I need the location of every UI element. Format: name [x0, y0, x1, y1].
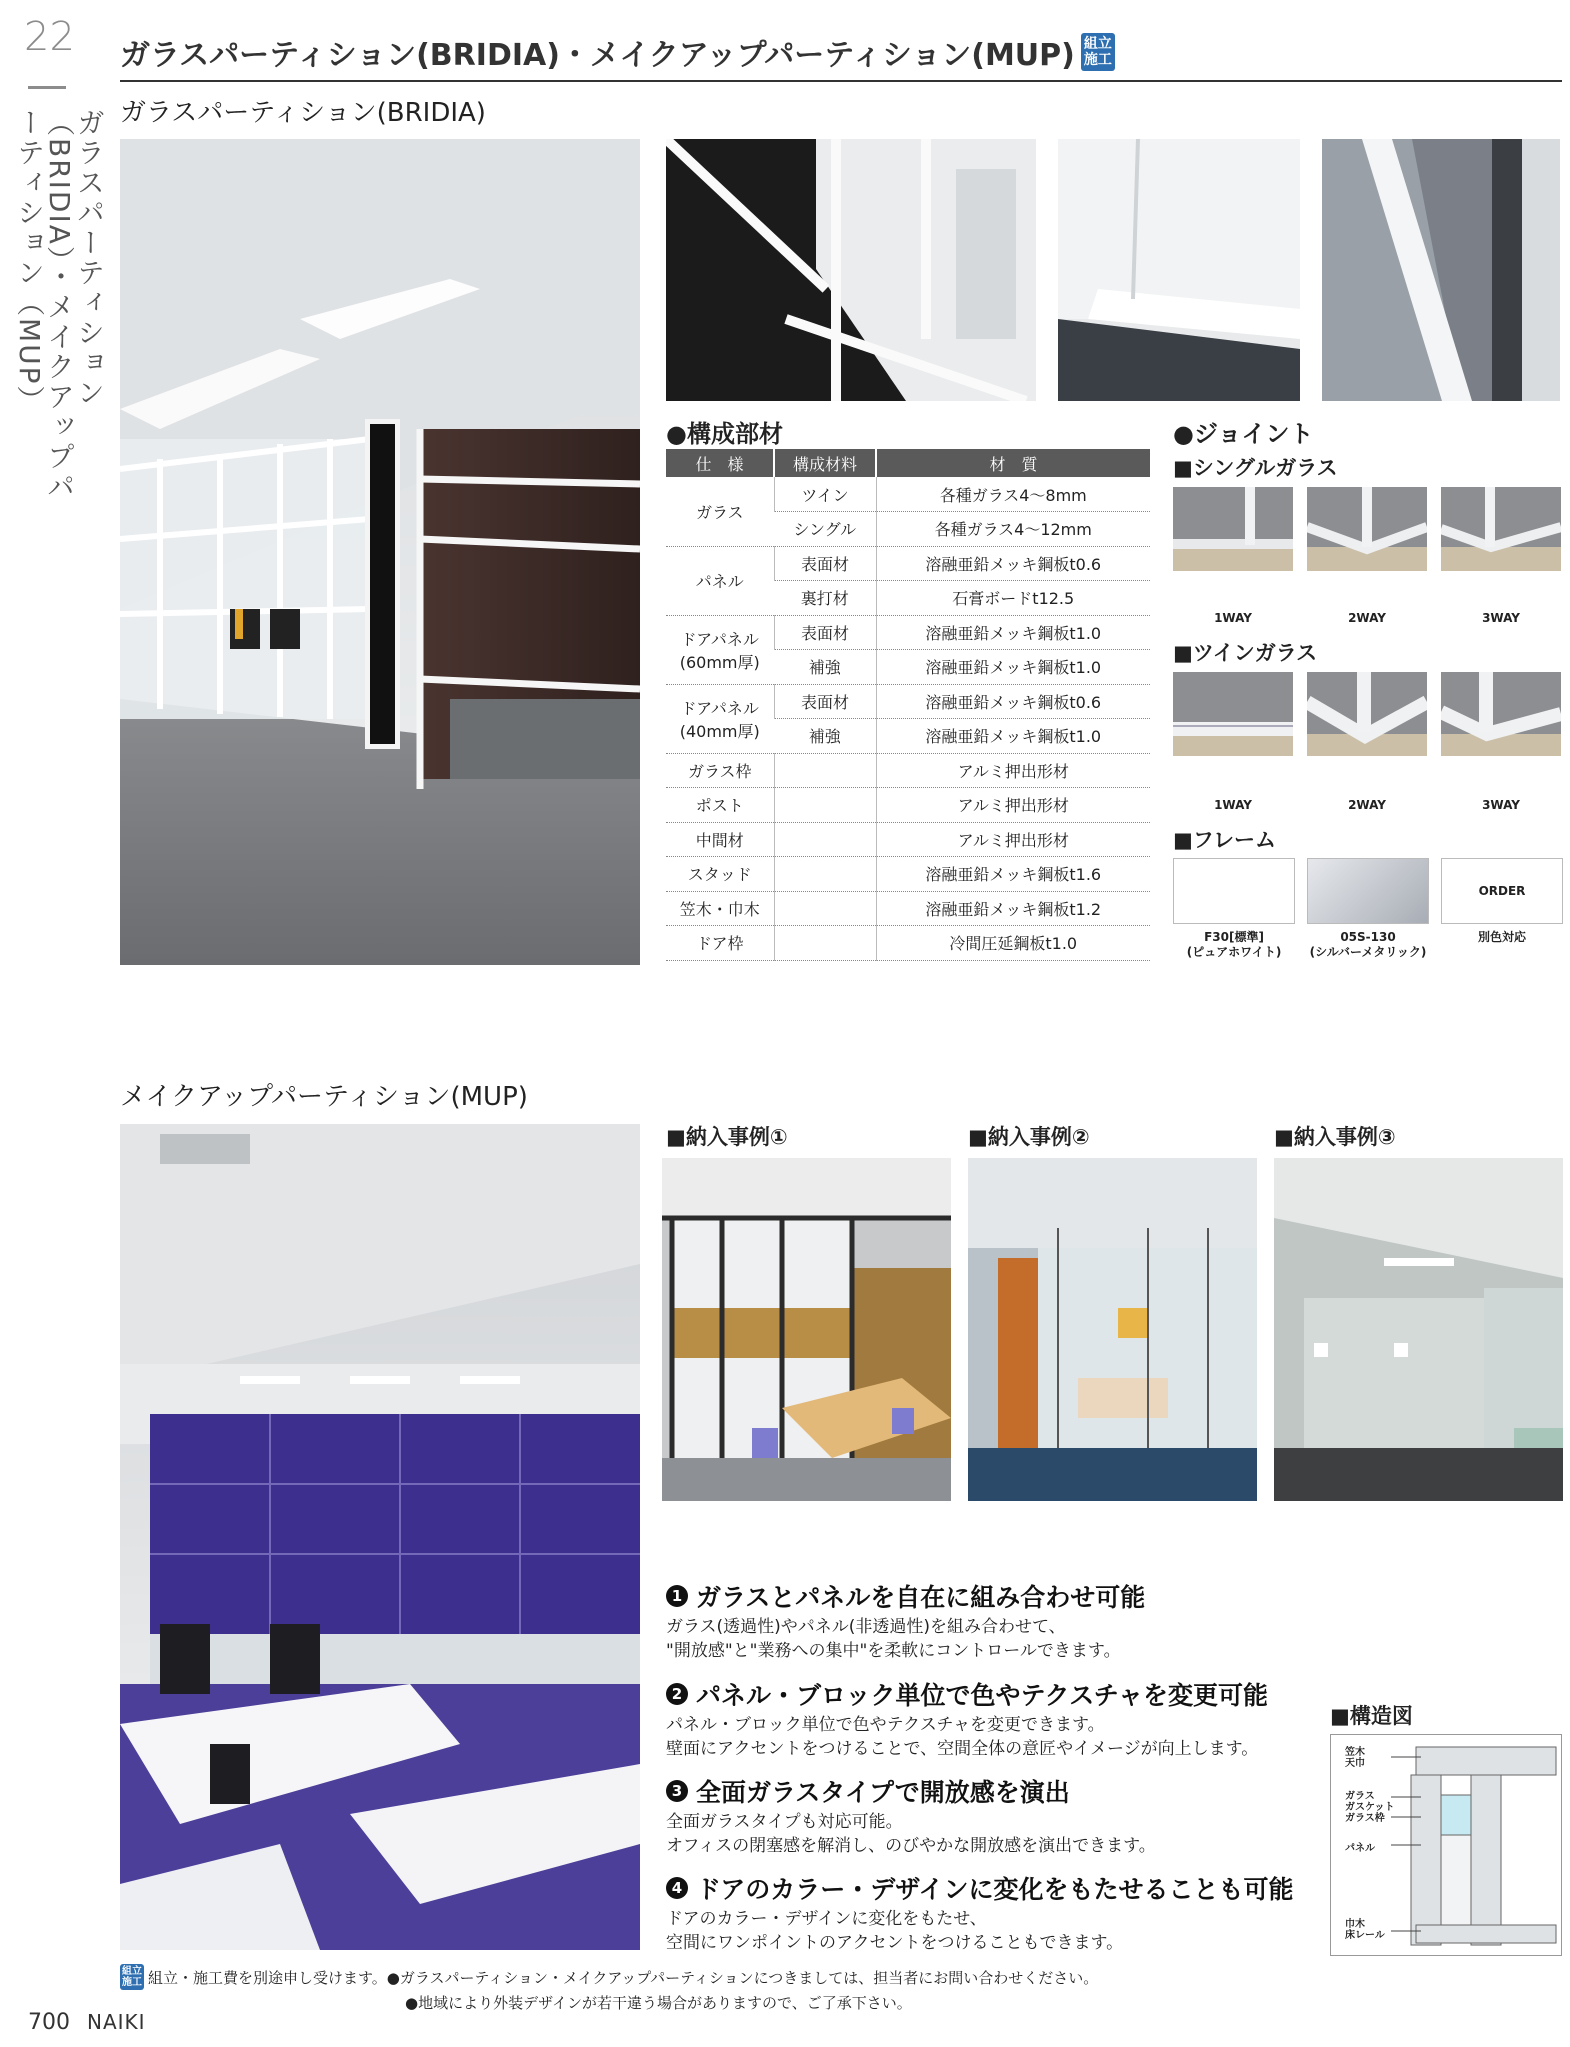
- table-cell-spec: ドアパネル (40mm厚): [666, 684, 774, 753]
- structure-label-habaki: 巾木 床レール: [1345, 1919, 1385, 1941]
- table-cell-spec: ポスト: [666, 788, 774, 823]
- table-cell-spec: スタッド: [666, 857, 774, 892]
- table-cell-spec: ガラス枠: [666, 753, 774, 788]
- case-heading-2: ■納入事例②: [968, 1125, 1090, 1149]
- table-row: [666, 891, 1150, 926]
- frame-swatch-05s130: [1307, 858, 1429, 924]
- frame-swatch-order: ORDER: [1441, 858, 1563, 924]
- frame-label-05s130: 05S-130 (シルバーメタリック): [1309, 930, 1427, 959]
- table-cell-part: シングル: [774, 512, 876, 547]
- case-heading-1: ■納入事例①: [666, 1125, 788, 1149]
- joint-label: 3WAY: [1482, 611, 1520, 625]
- structure-label-glass: ガラス ガスケット ガラス枠: [1345, 1791, 1395, 1824]
- joint-label: 3WAY: [1482, 798, 1520, 812]
- joint-heading: ●ジョイント: [1173, 420, 1314, 448]
- number-3-icon: 3: [666, 1780, 688, 1802]
- single-glass-heading: ■シングルガラス: [1173, 456, 1338, 480]
- joint-single-3way-image: [1441, 487, 1561, 571]
- bridia-detail-photo-3: [1322, 139, 1560, 401]
- chapter-divider: [28, 86, 66, 89]
- joint-twin-2way-image: [1307, 672, 1427, 756]
- components-heading: ●構成部材: [666, 420, 783, 448]
- joint-label: 2WAY: [1348, 798, 1386, 812]
- feature-text-2: パネル・ブロック単位で色やテクスチャを変更できます。 壁面にアクセントをつけることで、空間全体の意匠やイメージが向上します。: [666, 1715, 1259, 1759]
- frame-swatch-f30: [1173, 858, 1295, 924]
- number-1-icon: 1: [666, 1585, 688, 1607]
- number-2-icon: 2: [666, 1683, 688, 1705]
- bridia-detail-photo-1: [666, 139, 1036, 401]
- table-cell-material: 溶融亜鉛メッキ鋼板t0.6: [876, 684, 1150, 719]
- table-cell-part: 裏打材: [774, 581, 876, 616]
- table-cell-part: 表面材: [774, 615, 876, 650]
- table-cell-part: [774, 753, 876, 788]
- table-row: [666, 546, 1150, 581]
- bridia-main-photo: [120, 139, 640, 965]
- frame-label-f30: F30[標準] (ピュアホワイト): [1186, 930, 1282, 959]
- table-row: [666, 753, 1150, 788]
- frame-heading: ■フレーム: [1173, 828, 1277, 852]
- footer-note-1: 組立 施工 組立・施工費を別途申し受けます。●ガラスパーティション・メイクアップパーティションにつきましては、担当者にお問い合わせください。: [122, 1966, 1099, 1988]
- structure-label-panel: パネル: [1345, 1843, 1375, 1854]
- table-cell-material: 溶融亜鉛メッキ鋼板t1.0: [876, 719, 1150, 754]
- table-cell-material: 溶融亜鉛メッキ鋼板t1.6: [876, 857, 1150, 892]
- table-row: [666, 822, 1150, 857]
- brand-name: NAIKI: [87, 2010, 146, 2034]
- table-cell-material: 溶融亜鉛メッキ鋼板t1.0: [876, 615, 1150, 650]
- components-table: [666, 449, 1150, 961]
- bridia-section-title: ガラスパーティション(BRIDIA): [120, 98, 486, 128]
- table-cell-material: 溶融亜鉛メッキ鋼板t0.6: [876, 546, 1150, 581]
- table-header-part: 構成材料: [774, 449, 876, 477]
- feature-text-4: ドアのカラー・デザインに変化をもたせ、 空間にワンポイントのアクセントをつけることもできます。: [666, 1909, 1124, 1953]
- feature-title-2: 2 パネル・ブロック単位で色やテクスチャを変更可能: [666, 1676, 1268, 1712]
- table-cell-material: 溶融亜鉛メッキ鋼板t1.0: [876, 650, 1150, 685]
- table-cell-part: 表面材: [774, 684, 876, 719]
- number-4-icon: 4: [666, 1877, 688, 1899]
- joint-single-2way-image: [1307, 487, 1427, 571]
- twin-glass-heading: ■ツインガラス: [1173, 641, 1318, 665]
- table-cell-part: ツイン: [774, 477, 876, 512]
- title-divider: [120, 80, 1562, 82]
- joint-twin-3way-image: [1441, 672, 1561, 756]
- table-header-material: 材 質: [876, 449, 1150, 477]
- frame-label-order: 別色対応: [1477, 930, 1526, 944]
- feature-text-3: 全面ガラスタイプも対応可能。 オフィスの閉塞感を解消し、のびやかな開放感を演出できます。: [666, 1812, 1156, 1856]
- assembly-badge-small-icon: 組立 施工: [122, 1966, 142, 1988]
- bridia-detail-photo-2: [1058, 139, 1300, 401]
- table-cell-material: 各種ガラス4～8mm: [876, 477, 1150, 512]
- structure-label-kasagi: 笠木 天巾: [1345, 1747, 1365, 1769]
- table-row: [666, 857, 1150, 892]
- case-heading-3: ■納入事例③: [1274, 1125, 1396, 1149]
- table-cell-material: アルミ押出形材: [876, 788, 1150, 823]
- table-cell-part: 表面材: [774, 546, 876, 581]
- chapter-number: 22: [24, 14, 75, 60]
- page-title: [120, 30, 1115, 74]
- joint-twin-1way-image: [1173, 672, 1293, 756]
- feature-title-1: 1 ガラスとパネルを自在に組み合わせ可能: [666, 1578, 1145, 1614]
- case-photo-1: [662, 1158, 951, 1501]
- joint-label: 1WAY: [1214, 798, 1252, 812]
- table-cell-material: 石膏ボードt12.5: [876, 581, 1150, 616]
- table-row: [666, 684, 1150, 719]
- feature-title-4: 4 ドアのカラー・デザインに変化をもたせることも可能: [666, 1870, 1294, 1906]
- table-cell-part: 補強: [774, 650, 876, 685]
- page-number: 700 NAIKI: [28, 2010, 146, 2035]
- table-row: [666, 615, 1150, 650]
- mup-main-photo: [120, 1124, 640, 1950]
- table-cell-part: 補強: [774, 719, 876, 754]
- table-cell-part: [774, 788, 876, 823]
- table-row: [666, 477, 1150, 512]
- table-cell-part: [774, 857, 876, 892]
- table-header-spec: 仕 様: [666, 449, 774, 477]
- table-cell-material: アルミ押出形材: [876, 753, 1150, 788]
- mup-section-title: メイクアップパーティション(MUP): [120, 1082, 528, 1112]
- table-cell-part: [774, 926, 876, 961]
- table-cell-spec: ドア枠: [666, 926, 774, 961]
- table-cell-material: 各種ガラス4～12mm: [876, 512, 1150, 547]
- joint-single-1way-image: [1173, 487, 1293, 571]
- structure-diagram: [1330, 1734, 1562, 1956]
- feature-title-3: 3 全面ガラスタイプで開放感を演出: [666, 1773, 1070, 1809]
- table-cell-material: 溶融亜鉛メッキ鋼板t1.2: [876, 891, 1150, 926]
- table-cell-spec: 中間材: [666, 822, 774, 857]
- joint-label: 2WAY: [1348, 611, 1386, 625]
- structure-heading: ■構造図: [1330, 1704, 1413, 1728]
- table-cell-part: [774, 822, 876, 857]
- feature-text-1: ガラス(透過性)やパネル(非透過性)を組み合わせて、 "開放感"と"業務への集中"を柔軟にコントロールできます。: [666, 1617, 1121, 1661]
- case-photo-2: [968, 1158, 1257, 1501]
- joint-label: 1WAY: [1214, 611, 1252, 625]
- table-row: [666, 788, 1150, 823]
- chapter-side-label: ガラスパーティション（BRIDIA）・メイクアップパーティション（MUP）: [13, 108, 106, 502]
- case-photo-3: [1274, 1158, 1563, 1501]
- assembly-badge-icon: 組立 施工: [1081, 33, 1115, 71]
- table-row: [666, 926, 1150, 961]
- table-cell-part: [774, 891, 876, 926]
- table-cell-spec: パネル: [666, 546, 774, 615]
- table-cell-material: 冷間圧延鋼板t1.0: [876, 926, 1150, 961]
- table-cell-spec: 笠木・巾木: [666, 891, 774, 926]
- footer-note-2: ●地域により外装デザインが若干違う場合がありますので、ご了承下さい。: [405, 1994, 912, 2012]
- table-cell-spec: ドアパネル (60mm厚): [666, 615, 774, 684]
- table-cell-spec: ガラス: [666, 477, 774, 546]
- table-cell-material: アルミ押出形材: [876, 822, 1150, 857]
- page-title-text: ガラスパーティション(BRIDIA)・メイクアップパーティション(MUP): [120, 38, 1075, 73]
